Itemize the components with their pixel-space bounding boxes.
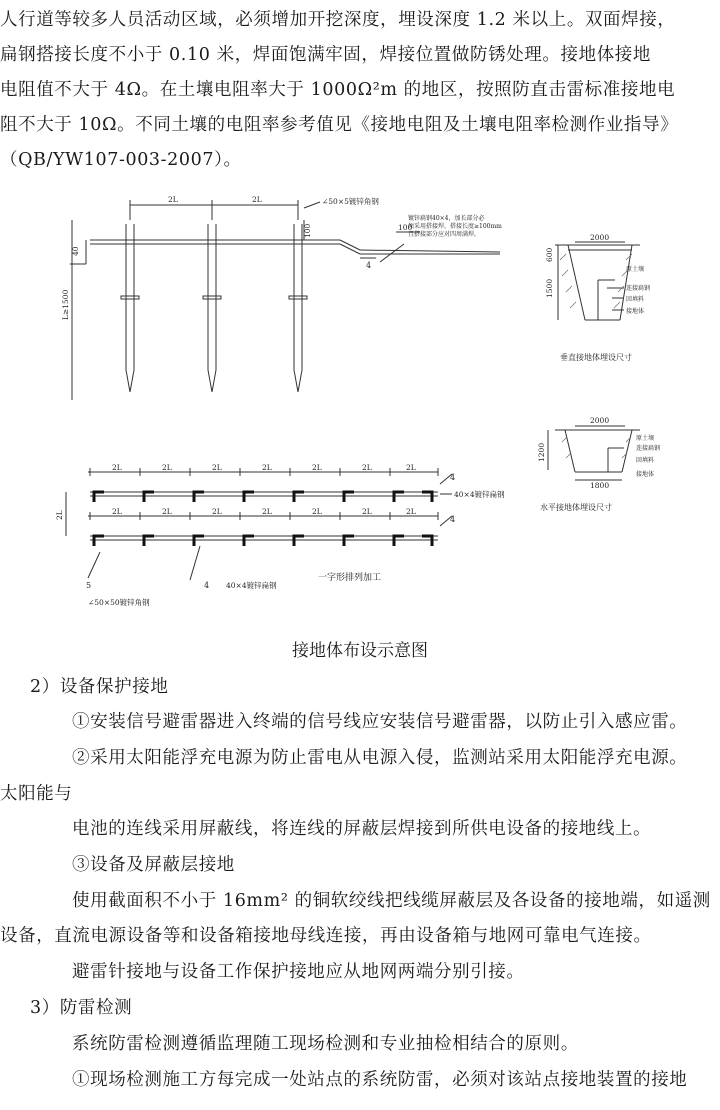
callout-number: 4 [450, 515, 456, 524]
dim-label: 2L [252, 195, 262, 204]
text-line: ③设备及屏蔽层接地 [72, 855, 235, 875]
dim-label: 2L [55, 510, 64, 520]
dim-label: 2L [262, 463, 272, 472]
legend-label: 回填料 [636, 457, 655, 464]
flat-steel-label: 40×4镀锌扁钢 [454, 490, 505, 499]
dim-label: 100 [398, 223, 413, 232]
section-heading: 3）防雷检测 [30, 998, 133, 1018]
flat-steel-note: 须采用搭接焊，搭接长度≥100mm [408, 223, 502, 230]
dim-label: 2L [162, 507, 172, 516]
dim-label: 1800 [590, 481, 610, 490]
subfigure-title: 一字形排列加工 [318, 573, 382, 583]
subfigure-title: 垂直接地体埋设尺寸 [560, 353, 632, 362]
text-line: 扁钢搭接长度不小于 0.10 米，焊面饱满牢固，焊接位置做防锈处理。接地体接地 [0, 45, 651, 65]
grounding-diagram [0, 180, 720, 620]
text-line: 电池的连线采用屏蔽线，将连线的屏蔽层焊接到所供电设备的接地线上。 [72, 819, 652, 839]
callout-number: 4 [366, 261, 372, 270]
text-line: 太阳能与 [0, 784, 73, 804]
flat-steel-note: 镀锌扁钢40×4，加长部分必 [408, 215, 485, 222]
dim-label: 2L [112, 463, 122, 472]
text-line: 阻不大于 10Ω。不同土壤的电阻率参考值见《接地电阻及土壤电阻率检测作业指导》 [0, 115, 679, 135]
flat-steel-label: 40×4镀锌扁钢 [226, 581, 277, 590]
figure-caption: 接地体布设示意图 [292, 641, 428, 661]
legend-label: 接地体 [636, 471, 655, 478]
text-line: 人行道等较多人员活动区域，必须增加开挖深度，埋设深度 1.2 米以上。双面焊接， [0, 10, 676, 30]
dim-label: 1200 [537, 442, 546, 462]
callout-number: 4 [450, 473, 456, 482]
dim-label: 2L [312, 463, 322, 472]
dim-label: 2L [162, 463, 172, 472]
text-line: 系统防雷检测遵循监理随工现场检测和专业抽检相结合的原则。 [72, 1034, 579, 1054]
flat-steel-note: 且搭接部分应对四周满焊。 [408, 231, 481, 238]
dim-label: 2L [262, 507, 272, 516]
text-line: ①现场检测施工方每完成一处站点的系统防雷，必须对该站点接地装置的接地 [72, 1070, 688, 1090]
legend-label: 连接扁钢 [626, 285, 651, 292]
legend-label: 原土壤 [626, 266, 645, 273]
dim-label: 600 [545, 247, 554, 262]
dim-label: 2L [362, 507, 372, 516]
section-heading: 2）设备保护接地 [30, 677, 169, 697]
dim-label: 2000 [590, 233, 610, 242]
legend-label: 原土壤 [636, 435, 655, 442]
dim-label: 40 [71, 246, 80, 256]
dim-label: 2L [406, 463, 416, 472]
text-line: 电阻值不大于 4Ω。在土壤电阻率大于 1000Ω²m 的地区，按照防直击雷标准接地电 [0, 80, 676, 100]
dim-label: 2L [212, 463, 222, 472]
dim-label: 2000 [590, 416, 610, 425]
callout-number: 5 [86, 581, 92, 590]
angle-steel-label: ∠50×5镀锌角钢 [322, 197, 379, 206]
dim-label: 2L [406, 507, 416, 516]
angle-steel-label: ∠50×50镀锌角钢 [88, 598, 150, 607]
dim-label: 2L [312, 507, 322, 516]
text-line: （QB/YW107-003-2007）。 [0, 150, 242, 170]
text-line: ①安装信号避雷器进入终端的信号线应安装信号避雷器，以防止引入感应雷。 [72, 712, 688, 732]
subfigure-title: 水平接地体埋设尺寸 [540, 503, 612, 512]
dim-label: 2L [362, 463, 372, 472]
text-line: 使用截面积不小于 16mm² 的铜软绞线把线缆屏蔽层及各设备的接地端，如遥测 [72, 891, 711, 911]
legend-label: 接地体 [626, 308, 645, 315]
dim-label: 2L [112, 507, 122, 516]
dim-label: 2L [212, 507, 222, 516]
text-line: ②采用太阳能浮充电源为防止雷电从电源入侵，监测站采用太阳能浮充电源。 [72, 748, 688, 768]
callout-number: 4 [204, 581, 210, 590]
dim-label: 1500 [545, 278, 554, 298]
dim-label: 100 [303, 223, 312, 238]
legend-label: 回填料 [626, 296, 645, 303]
legend-label: 连接扁钢 [636, 445, 661, 452]
text-line: 设备，直流电源设备等和设备箱接地母线连接，再由设备箱与地网可靠电气连接。 [0, 926, 652, 946]
dim-label: 2L [168, 195, 178, 204]
text-line: 避雷针接地与设备工作保护接地应从地网两端分别引接。 [72, 962, 525, 982]
dim-label: L≥1500 [61, 289, 70, 320]
